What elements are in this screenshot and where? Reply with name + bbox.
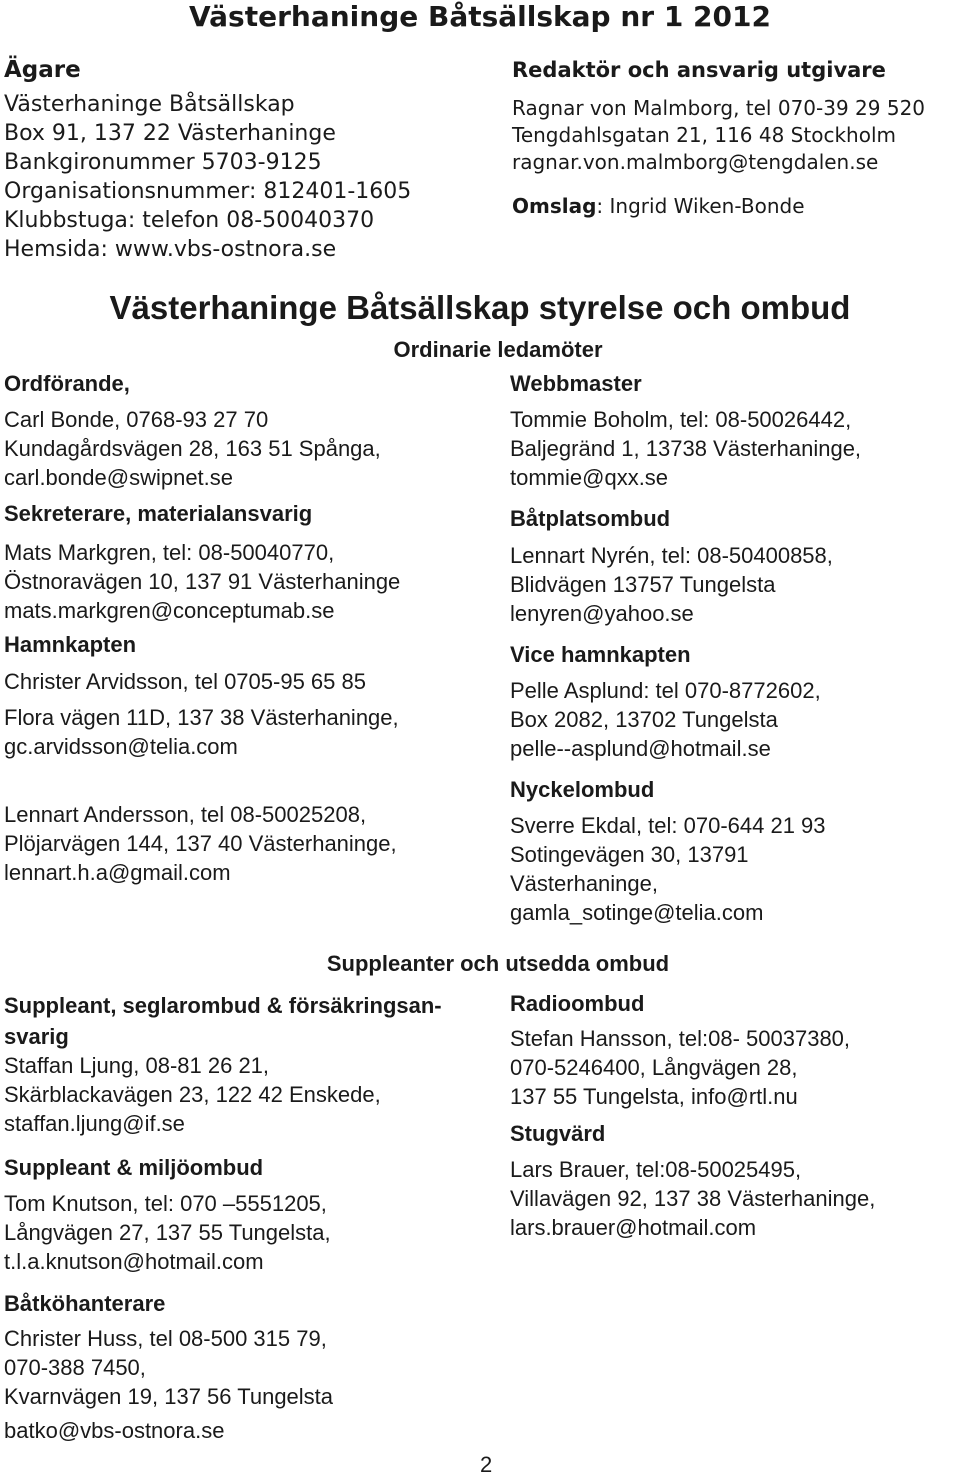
page-number: 2 — [480, 1452, 493, 1477]
role-title-deputy-sailing — [4, 990, 442, 1052]
contact-line: Lennart Nyrén, tel: 08-50400858, — [510, 543, 833, 568]
contact-email[interactable]: staffan.ljung@if.se — [4, 1111, 185, 1136]
vice-harbour-master-details — [510, 676, 821, 763]
contact-email[interactable]: gc.arvidsson@telia.com — [4, 734, 238, 759]
owner-details — [4, 90, 411, 264]
deputy-environment-details — [4, 1189, 331, 1276]
contact-line: 070-388 7450, — [4, 1355, 146, 1380]
editor-heading: Redaktör och ansvarig utgivare — [512, 58, 886, 82]
role-title-line: Båtköhanterare — [4, 1291, 166, 1316]
owner-heading: Ägare — [4, 57, 81, 83]
harbour-master-details — [4, 667, 399, 761]
role-title-vice-harbour-master: Vice hamnkapten — [510, 642, 691, 667]
page-title: Västerhaninge Båtsällskap nr 1 2012 — [189, 0, 771, 33]
editor-line: Ragnar von Malmborg, tel 070-39 29 520 — [512, 96, 926, 120]
role-title-line: Stugvärd — [510, 1121, 606, 1146]
role-title-line: Suppleant, seglarombud & försäkringsan- — [4, 993, 442, 1018]
board-title: Västerhaninge Båtsällskap styrelse och ombud — [109, 289, 851, 326]
role-title-line: svarig — [4, 1024, 69, 1049]
cover-credit — [512, 193, 805, 220]
boat-queue-details — [4, 1324, 333, 1445]
contact-line: Tom Knutson, tel: 070 –5551205, — [4, 1191, 327, 1216]
contact-line: Christer Huss, tel 08-500 315 79, — [4, 1326, 327, 1351]
role-title-webmaster: Webbmaster — [510, 371, 642, 396]
owner-line: Organisationsnummer: 812401-1605 — [4, 179, 412, 204]
role-title-cabin-host — [510, 1120, 605, 1148]
contact-email[interactable]: lenyren@yahoo.se — [510, 601, 694, 626]
contact-line: Blidvägen 13757 Tungelsta — [510, 572, 776, 597]
contact-line: Sverre Ekdal, tel: 070-644 21 93 — [510, 813, 826, 838]
secretary-details — [4, 538, 400, 625]
editor-email[interactable]: ragnar.von.malmborg@tengdalen.se — [512, 150, 879, 174]
role-title-secretary: Sekreterare, materialansvarig — [4, 501, 313, 526]
contact-line: 137 55 Tungelsta, info@rtl.nu — [510, 1084, 798, 1109]
contact-line: Carl Bonde, 0768-93 27 70 — [4, 407, 269, 432]
deputies-heading: Suppleanter och utsedda ombud — [326, 951, 670, 976]
contact-email[interactable]: pelle--asplund@hotmail.se — [510, 736, 771, 761]
editor-line: Tengdahlsgatan 21, 116 48 Stockholm — [512, 123, 896, 147]
role-title-harbour-master: Hamnkapten — [4, 632, 137, 657]
contact-email[interactable]: gamla_sotinge@telia.com — [510, 900, 764, 925]
role-title-boat-queue — [4, 1290, 165, 1318]
contact-line: 070-5246400, Långvägen 28, — [510, 1055, 798, 1080]
contact-line: Skärblackavägen 23, 122 42 Enskede, — [4, 1082, 381, 1107]
contact-line: Mats Markgren, tel: 08-50040770, — [4, 540, 335, 565]
owner-line: Västerhaninge Båtsällskap — [4, 92, 295, 117]
contact-email[interactable]: lars.brauer@hotmail.com — [510, 1215, 757, 1240]
contact-line: Tommie Boholm, tel: 08-50026442, — [510, 407, 852, 432]
berth-officer-details — [510, 541, 833, 628]
contact-line: Östnoravägen 10, 137 91 Västerhaninge — [4, 569, 401, 594]
role-title-line: Radioombud — [510, 991, 645, 1016]
contact-email[interactable]: batko@vbs-ostnora.se — [4, 1418, 225, 1443]
owner-line: Klubbstuga: telefon 08-50040370 — [4, 208, 375, 233]
deputy-sailing-details — [4, 1051, 381, 1138]
contact-email[interactable]: t.l.a.knutson@hotmail.com — [4, 1249, 264, 1274]
contact-line: Flora vägen 11D, 137 38 Västerhaninge, — [4, 705, 399, 730]
ordinary-heading: Ordinarie ledamöter — [393, 337, 603, 362]
contact-line: Box 2082, 13702 Tungelsta — [510, 707, 778, 732]
role-title-chair: Ordförande, — [4, 371, 130, 396]
role-title-deputy-environment — [4, 1154, 263, 1182]
contact-line: Kundagårdsvägen 28, 163 51 Spånga, — [4, 436, 381, 461]
contact-line: Baljegränd 1, 13738 Västerhaninge, — [510, 436, 862, 461]
cover-label: Omslag — [512, 194, 597, 218]
owner-line: Box 91, 137 22 Västerhaninge — [4, 121, 336, 146]
role-title-berth-officer: Båtplatsombud — [510, 506, 671, 531]
contact-line: Västerhaninge, — [510, 871, 658, 896]
role-title-radio — [510, 990, 644, 1018]
role-title-key-officer: Nyckelombud — [510, 777, 655, 802]
contact-email[interactable]: carl.bonde@swipnet.se — [4, 465, 234, 490]
contact-line: Christer Arvidsson, tel 0705-95 65 85 — [4, 669, 366, 694]
editor-details — [512, 95, 925, 176]
contact-line: Stefan Hansson, tel:08- 50037380, — [510, 1026, 851, 1051]
chair-details — [4, 405, 381, 492]
cover-text: : Ingrid Wiken-Bonde — [596, 194, 805, 218]
member-details — [4, 800, 397, 887]
contact-email[interactable]: tommie@qxx.se — [510, 465, 669, 490]
contact-line: Sotingevägen 30, 13791 — [510, 842, 749, 867]
contact-line: Staffan Ljung, 08-81 26 21, — [4, 1053, 270, 1078]
contact-line: Lars Brauer, tel:08-50025495, — [510, 1157, 802, 1182]
contact-email[interactable]: mats.markgren@conceptumab.se — [4, 598, 335, 623]
role-title-line: Suppleant & miljöombud — [4, 1155, 264, 1180]
owner-line: Bankgironummer 5703-9125 — [4, 150, 322, 175]
contact-line: Plöjarvägen 144, 137 40 Västerhaninge, — [4, 831, 397, 856]
radio-details — [510, 1024, 850, 1111]
contact-line: Långvägen 27, 137 55 Tungelsta, — [4, 1220, 331, 1245]
contact-line: Kvarnvägen 19, 137 56 Tungelsta — [4, 1384, 334, 1409]
contact-line: Lennart Andersson, tel 08-50025208, — [4, 802, 367, 827]
cabin-host-details — [510, 1155, 875, 1242]
key-officer-details — [510, 811, 826, 927]
contact-email[interactable]: lennart.h.a@gmail.com — [4, 860, 231, 885]
contact-line: Villavägen 92, 137 38 Västerhaninge, — [510, 1186, 876, 1211]
owner-website[interactable]: Hemsida: www.vbs-ostnora.se — [4, 237, 337, 262]
webmaster-details — [510, 405, 861, 492]
contact-line: Pelle Asplund: tel 070-8772602, — [510, 678, 821, 703]
